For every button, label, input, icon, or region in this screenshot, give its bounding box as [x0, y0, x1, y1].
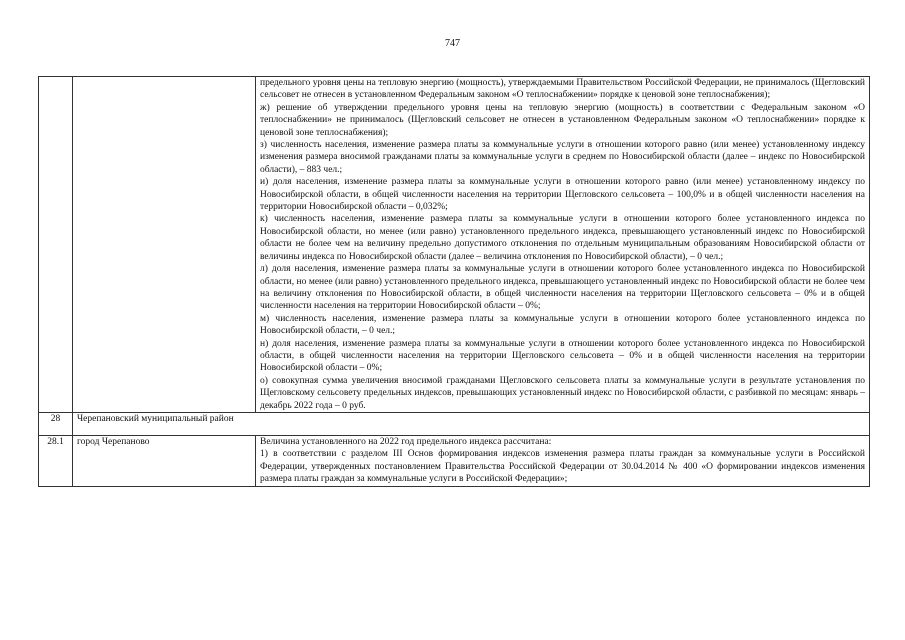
paragraph-e-tail: предельного уровня цены на тепловую энергию (мощность), утверждаемыми Правительством Российской Федерации, не принималось (Щегловский сельсовет не отнесен в установленном Федеральным законом «О теплоснабжении» порядке к ценовой зоне теплоснабжения); — [260, 78, 865, 101]
paragraph-intro: Величина установленного на 2022 год предельного индекса рассчитана: — [260, 436, 552, 447]
district-name-cell: Черепановский муниципальный район — [73, 412, 870, 435]
paragraph-n: н) доля населения, изменение размера платы за коммунальные услуги в отношении которого более установленного индекса по Новосибирской области, в общей численности населения на территории Щегловского сельсовета – 0% и в общей численности населения на территории Новосибирской области – 0%; — [260, 338, 865, 374]
paragraph-l: л) доля населения, изменение размера платы за коммунальные услуги в отношении которого более установленного индекса по Новосибирской области, но менее (или равно) установленного предельного индекса, превышающего установленный индекс по Новосибирской области не более чем на величину отклонения по Новосибирской области, в общей численности населения на территории Щегловского сельсовета – 0% и в общей численности населения на территории Новосибирской области – 0%; — [260, 264, 865, 312]
row-number-cell — [39, 77, 73, 413]
row-number-cell: 28.1 — [39, 435, 73, 486]
municipality-cell: город Черепаново — [73, 435, 256, 486]
paragraph-m: м) численность населения, изменение размера платы за коммунальные услуги в отношении которого более установленного индекса по Новосибирской области, – 0 чел.; — [260, 313, 865, 337]
table-row-city — [39, 435, 870, 486]
index-table — [38, 76, 870, 487]
paragraph-1: 1) в соответствии с разделом III Основ формирования индексов изменения размера платы граждан за коммунальные услуги в Российской Федерации, утвержденных постановлением Правительства Российской Федерации от 30.04.2014 № 400 «О формировании индексов изменения размера платы граждан за коммунальные услуги в Российской Федерации»; — [260, 449, 865, 485]
table-row-district — [39, 412, 870, 435]
paragraph-z: з) численность населения, изменение размера платы за коммунальные услуги в отношении которого равно (или менее) установленному индексу изменения размера вносимой гражданами платы за коммунальные услуги в среднем по Новосибирской области (далее – индекс по Новосибирской области), – 883 чел.; — [260, 140, 865, 175]
paragraph-o: о) совокупная сумма увеличения вносимой гражданами Щегловского сельсовета платы за коммунальные услуги в результате установления по Щегловскому сельсовету предельных индексов, превышающих установленный индекс по Новосибирской области, с разбивкой по месяцам: январь – декабрь 2022 года – 0 руб. — [260, 375, 865, 411]
paragraph-i: и) доля населения, изменение размера платы за коммунальные услуги в отношении которого равно (или менее) установленному индексу по Новосибирской области, в общей численности населения на территории Щегловского сельсовета – 100,0% и в общей численности населения на территории Новосибирской области – 0,032%; — [260, 177, 865, 213]
paragraph-zh: ж) решение об утверждении предельного уровня цены на тепловую энергию (мощность) в соответствии с Федеральным законом «О теплоснабжении» не принималось (Щегловский сельсовет не отнесен в установленном Федеральным законом «О теплоснабжении» порядке к ценовой зоне теплоснабжения); — [260, 102, 865, 138]
row-number-cell: 28 — [39, 412, 73, 435]
municipality-cell — [73, 77, 256, 413]
page-number: 747 — [445, 38, 460, 49]
table-row-continuation — [39, 77, 870, 413]
paragraph-k: к) численность населения, изменение размера платы за коммунальные услуги в отношении которого более установленного индекса по Новосибирской области, но менее (или равно) установленного предельного индекса, превышающего установленный индекс по Новосибирской области не более чем на величину предельно допустимого отклонения по отдельным муниципальным образованиям Новосибирской области от величины индекса по Новосибирской области (далее – величина отклонения по Новосибирской области), – 0 чел.; — [260, 214, 865, 262]
description-cell — [256, 77, 870, 413]
description-cell — [256, 435, 870, 486]
